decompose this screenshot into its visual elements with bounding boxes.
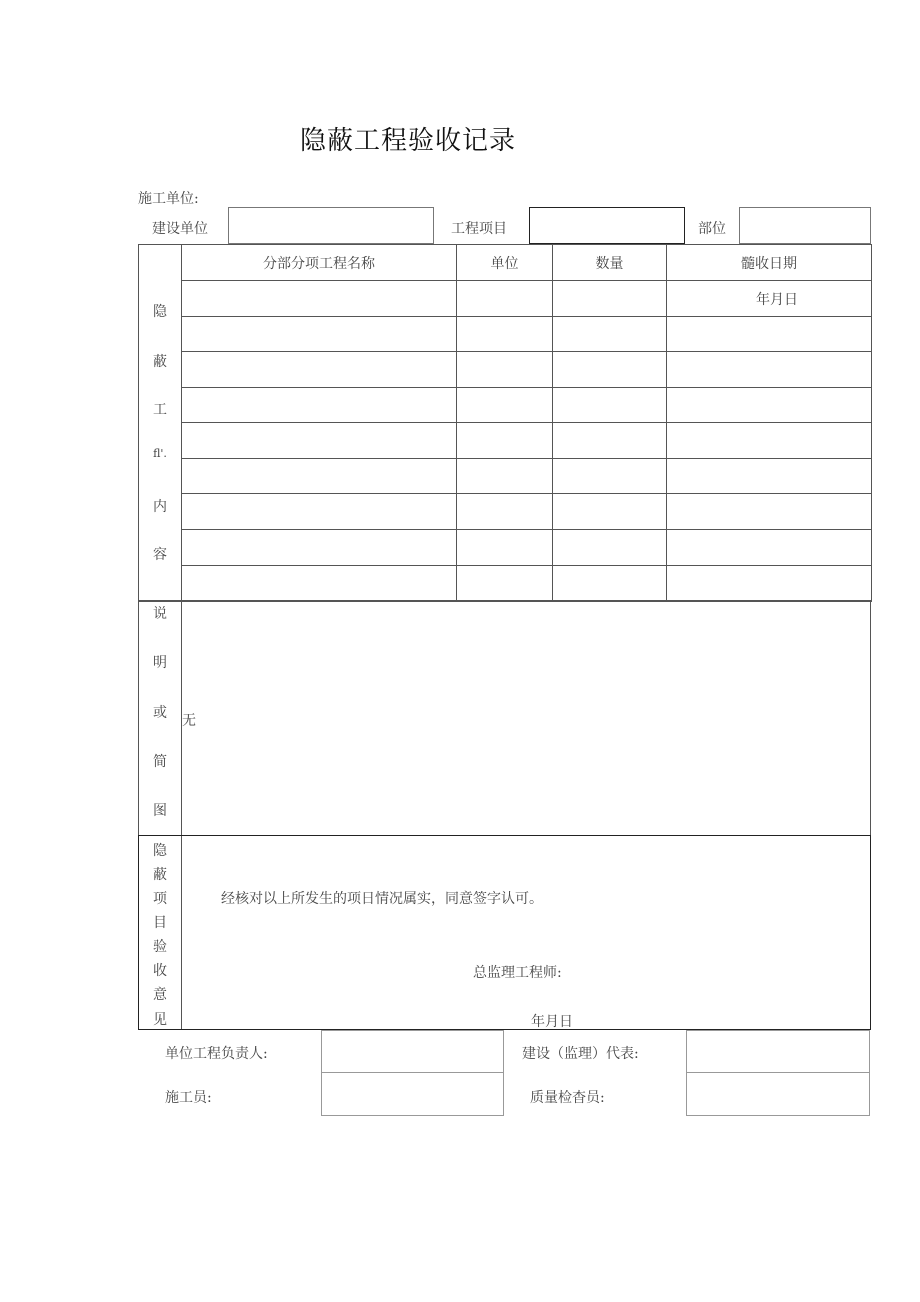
date-cell[interactable] bbox=[667, 388, 872, 423]
unit-cell[interactable] bbox=[457, 281, 553, 317]
side-char: 内 bbox=[153, 499, 167, 515]
table-row bbox=[139, 494, 872, 530]
quantity-cell[interactable] bbox=[553, 388, 667, 423]
date-cell[interactable] bbox=[667, 459, 872, 494]
table-row bbox=[139, 423, 872, 459]
date-cell[interactable] bbox=[667, 423, 872, 459]
unit-cell[interactable] bbox=[457, 317, 553, 352]
build-unit-label: 建设单位 bbox=[152, 221, 208, 237]
side-char: 蔽 bbox=[153, 354, 167, 370]
side-char: 隐 bbox=[153, 843, 167, 859]
quantity-cell[interactable] bbox=[553, 281, 667, 317]
project-field[interactable] bbox=[529, 207, 685, 244]
side-char: 工 bbox=[153, 402, 167, 418]
supervisor-signature-label: 总监理工程师: bbox=[473, 965, 562, 981]
owner-rep-field[interactable] bbox=[686, 1030, 870, 1073]
table-row bbox=[139, 530, 872, 566]
header-quantity: 数量 bbox=[553, 245, 667, 281]
table-row bbox=[139, 317, 872, 352]
quantity-cell[interactable] bbox=[553, 530, 667, 566]
item-name-cell[interactable] bbox=[182, 317, 457, 352]
quantity-cell[interactable] bbox=[553, 423, 667, 459]
quantity-cell[interactable] bbox=[553, 459, 667, 494]
side-char: 收 bbox=[153, 963, 167, 979]
owner-rep-label: 建设（监理）代表: bbox=[522, 1046, 639, 1062]
side-char: 容 bbox=[153, 547, 167, 563]
unit-leader-field[interactable] bbox=[321, 1030, 504, 1073]
table-row bbox=[139, 281, 872, 317]
unit-cell[interactable] bbox=[457, 352, 553, 388]
part-field[interactable] bbox=[739, 207, 871, 244]
opinion-date-label: 年月日 bbox=[531, 1014, 573, 1030]
hidden-works-table bbox=[138, 244, 872, 602]
description-section bbox=[138, 600, 871, 836]
date-cell[interactable] bbox=[667, 317, 872, 352]
header-item-name: 分部分项工程名称 bbox=[182, 245, 457, 281]
side-char: 明 bbox=[153, 655, 167, 671]
table-row bbox=[139, 459, 872, 494]
table-row bbox=[139, 352, 872, 388]
date-cell[interactable]: 年月日 bbox=[667, 281, 872, 317]
item-name-cell[interactable] bbox=[182, 423, 457, 459]
table-row bbox=[139, 388, 872, 423]
quantity-cell[interactable] bbox=[553, 352, 667, 388]
description-side-label bbox=[139, 601, 182, 835]
item-name-cell[interactable] bbox=[182, 494, 457, 530]
unit-cell[interactable] bbox=[457, 494, 553, 530]
unit-cell[interactable] bbox=[457, 388, 553, 423]
builder-field[interactable] bbox=[321, 1072, 504, 1116]
table-row bbox=[139, 566, 872, 602]
item-name-cell[interactable] bbox=[182, 566, 457, 602]
unit-cell[interactable] bbox=[457, 459, 553, 494]
unit-cell[interactable] bbox=[457, 530, 553, 566]
content-side-label bbox=[139, 245, 182, 602]
side-char: 目 bbox=[153, 915, 167, 931]
item-name-cell[interactable] bbox=[182, 352, 457, 388]
part-label: 部位 bbox=[698, 221, 726, 237]
opinion-side-label bbox=[139, 836, 182, 1029]
unit-leader-label: 单位工程负责人: bbox=[165, 1046, 268, 1062]
date-cell[interactable] bbox=[667, 352, 872, 388]
side-char: 或 bbox=[153, 705, 167, 721]
build-unit-field[interactable] bbox=[228, 207, 434, 244]
item-name-cell[interactable] bbox=[182, 530, 457, 566]
date-cell[interactable] bbox=[667, 566, 872, 602]
side-char: 隐 bbox=[153, 304, 167, 320]
table-header-row bbox=[139, 245, 872, 281]
qc-inspector-label: 质量检杳员: bbox=[530, 1090, 605, 1106]
side-char: 项 bbox=[153, 891, 167, 907]
description-content[interactable]: 无 bbox=[182, 713, 196, 729]
side-char: 蔽 bbox=[153, 867, 167, 883]
side-char: 简 bbox=[153, 754, 167, 770]
side-char: 图 bbox=[153, 803, 167, 819]
side-char: 验 bbox=[153, 939, 167, 955]
acceptance-opinion-section bbox=[138, 835, 871, 1030]
quantity-cell[interactable] bbox=[553, 494, 667, 530]
quantity-cell[interactable] bbox=[553, 317, 667, 352]
unit-cell[interactable] bbox=[457, 566, 553, 602]
quantity-cell[interactable] bbox=[553, 566, 667, 602]
item-name-cell[interactable] bbox=[182, 459, 457, 494]
header-unit: 单位 bbox=[457, 245, 553, 281]
item-name-cell[interactable] bbox=[182, 388, 457, 423]
construction-unit-label: 施工单位: bbox=[138, 191, 199, 207]
unit-cell[interactable] bbox=[457, 423, 553, 459]
side-char: 意 bbox=[153, 987, 167, 1003]
item-name-cell[interactable] bbox=[182, 281, 457, 317]
date-cell[interactable] bbox=[667, 494, 872, 530]
side-char: fl'. bbox=[153, 447, 167, 460]
qc-inspector-field[interactable] bbox=[686, 1072, 870, 1116]
date-cell[interactable] bbox=[667, 530, 872, 566]
project-label: 工程项目 bbox=[451, 221, 507, 237]
page-title: 隐蔽工程验收记录 bbox=[300, 126, 517, 156]
opinion-statement: 经核对以上所发生的项日情况属实，同意签字认可。 bbox=[221, 891, 543, 907]
builder-label: 施工员: bbox=[165, 1090, 212, 1106]
header-acceptance-date: 髓收日期 bbox=[667, 245, 872, 281]
side-char: 说 bbox=[153, 606, 167, 622]
side-char: 见 bbox=[153, 1012, 167, 1028]
